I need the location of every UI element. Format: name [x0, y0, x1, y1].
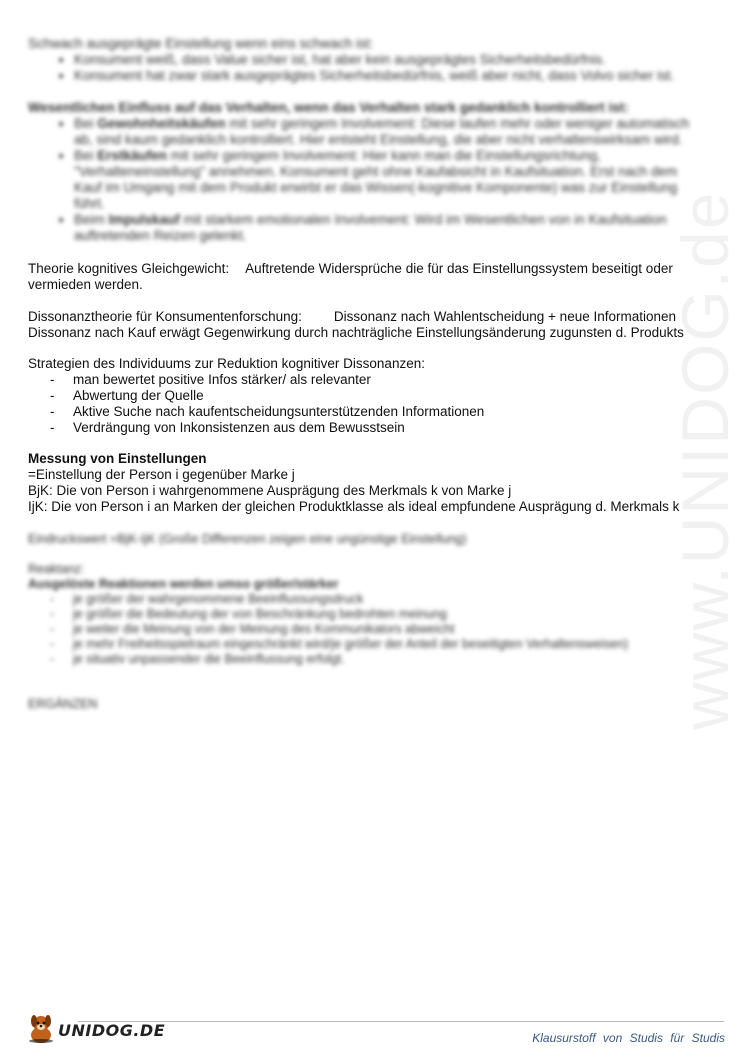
list-item: - je größer der wahrgenommene Beeinflussungsdruck: [28, 592, 708, 607]
unidog-logo[interactable]: [26, 1014, 165, 1048]
list-item: • Bei Gewohnheitskäufen mit sehr geringem Involvement: Diese laufen mehr oder weniger automatisch ab, sind kaum gedanklich kontrolliert. Hier entsteht Einstellung, die aber nicht verhaltenswirksam wird.: [74, 116, 708, 148]
list-item: - je mehr Freiheitsspielraum eingeschränkt wird/je größer der Anteil der beseitigten Verhaltensweisen): [28, 637, 708, 652]
messung-heading: Messung von Einstellungen: [28, 451, 207, 466]
dissonanz-definition: Dissonanz nach Wahlentscheidung + neue Informationen: [333, 309, 677, 324]
list-item: - je situativ unpassender die Beeinflussung erfolgt.: [28, 652, 708, 667]
list-item: - Verdrängung von Inkonsistenzen aus dem Bewusstsein: [28, 420, 708, 436]
list-item: • Bei Erstkäufen mit sehr geringem Involvement: Hier kann man die Einstellungsrichtung, "Verhalteneinstellung" annehmen. Konsument geht ohne Kaufabsicht in Kaufsituation. Erst nach dem Kauf im Umgang mit dem Produkt erwirbt er das Wissen(-kognitive Komponente) was zur Einstellung führt.: [74, 148, 708, 212]
messung-line: =Einstellung der Person i gegenüber Marke j: [28, 467, 295, 482]
list-item: • Beim Impulskauf mit starkem emotionalen Involvement: Wird im Wesentlichen von in Kaufsituation auftretenden Reizen gelenkt.: [74, 212, 708, 244]
strategien-block: [28, 356, 708, 436]
dissonanz-term: Dissonanztheorie für Konsumentenforschung:: [28, 309, 302, 324]
watermark: www.UNIDOG.de: [668, 190, 742, 730]
blurred-heading-2: Wesentlichen Einfluss auf das Verhalten, wenn das Verhalten stark gedanklich kontrolliert ist:: [28, 100, 629, 115]
eindruck-line: Eindruckswert =BjK-IjK (Große Differenzen zeigen eine ungünstige Einstellung): [28, 532, 467, 546]
blurred-list-2: [28, 116, 708, 244]
dissonanz-block: [28, 309, 708, 341]
list-item: - Abwertung der Quelle: [28, 388, 708, 404]
theorie-block: [28, 261, 708, 293]
footer-tagline: Klausurstoff von Studis für Studis: [532, 1031, 725, 1045]
theorie-definition: Auftretende Widersprüche die für das Einstellungssystem beseitigt oder vermieden werden.: [28, 261, 673, 292]
list-item: • Konsument weiß, dass Value sicher ist, hat aber kein ausgeprägtes Sicherheitsbedürfnis.: [74, 52, 708, 68]
messung-line: IjK: Die von Person i an Marken der gleichen Produktklasse als ideal empfundene Ausprägung d. Merkmals k: [28, 499, 680, 514]
blurred-top-section: [28, 36, 708, 244]
footer-divider: [78, 1021, 724, 1022]
blurred-heading-1: Schwach ausgeprägte Einstellung wenn eins schwach ist:: [28, 36, 374, 51]
reaktanz-label: Reaktanz:: [28, 562, 85, 576]
list-item: • Konsument hat zwar stark ausgeprägtes Sicherheitsbedürfnis, weiß aber nicht, dass Volvo sicher ist.: [74, 68, 708, 84]
strategien-list: [28, 372, 708, 436]
list-item: - Aktive Suche nach kaufentscheidungsunterstützenden Informationen: [28, 404, 708, 420]
reaktanz-list: [28, 592, 708, 667]
list-item: - je weiter die Meinung von der Meinung des Kommunikators abweicht: [28, 622, 708, 637]
reaktanz-heading: Ausgelöste Reaktionen werden umso größer/stärker: [28, 577, 339, 591]
list-item: - man bewertet positive Infos stärker/ als relevanter: [28, 372, 708, 388]
blurred-list-1: [28, 52, 708, 84]
strategien-heading: Strategien des Individuums zur Reduktion kognitiver Dissonanzen:: [28, 356, 425, 371]
dissonanz-line-2: Dissonanz nach Kauf erwägt Gegenwirkung durch nachträgliche Einstellungsänderung zugunsten d. Produkts: [28, 325, 684, 340]
messung-block: [28, 451, 708, 515]
theorie-term: Theorie kognitives Gleichgewicht:: [28, 261, 230, 276]
logo-text: UNIDOG.DE: [58, 1021, 166, 1040]
dog-mascot-icon: [26, 1013, 56, 1049]
ergaenzen-label: ERGÄNZEN: [28, 697, 98, 711]
list-item: - je größer die Bedeutung der von Beschränkung bedrohten meinung: [28, 607, 708, 622]
blurred-bottom-section: [28, 532, 708, 712]
messung-line: BjK: Die von Person i wahrgenommene Ausprägung des Merkmals k von Marke j: [28, 483, 512, 498]
